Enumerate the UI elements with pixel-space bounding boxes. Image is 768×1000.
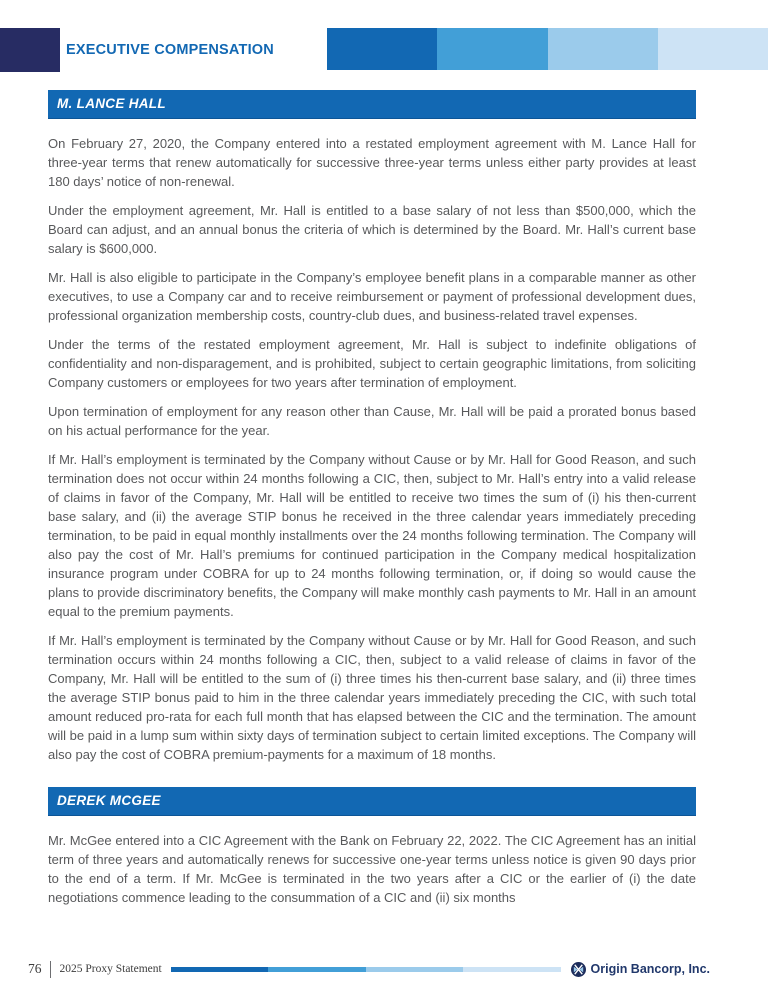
paragraph: Under the terms of the restated employment agreement, Mr. Hall is subject to indefinite obligations of confidentiality and non-disparagement, and is prohibited, subject to certain geographic limitations, from soliciting Company customers or employees for two years after termination of employment. <box>48 337 696 390</box>
header-navy-block <box>0 28 60 72</box>
paragraph: Upon termination of employment for any reason other than Cause, Mr. Hall will be paid a prorated bonus based on his actual performance for the year. <box>48 404 696 438</box>
paragraph: Under the employment agreement, Mr. Hall is entitled to a base salary of not less than $500,000, which the Board can adjust, and an annual bonus the criteria of which is determined by the Board. Mr. Hall’s current base salary is $600,000. <box>48 203 696 256</box>
page-footer <box>28 958 710 980</box>
footer-accent-segment-2 <box>268 967 365 972</box>
footer-accent-segment-3 <box>366 967 463 972</box>
page-number: 76 <box>28 961 42 976</box>
paragraph: On February 27, 2020, the Company entered into a restated employment agreement with M. Lance Hall for three-year terms that renew automatically for successive three-year terms unless either party provides at least 180 days’ notice of non-renewal. <box>48 136 696 189</box>
header-accent-segment-1 <box>327 28 437 70</box>
header-accent-segment-3 <box>548 28 658 70</box>
section-heading-derek-mcgee: DEREK MCGEE <box>48 787 696 816</box>
footer-brand <box>571 962 710 977</box>
paragraph: If Mr. Hall’s employment is terminated by the Company without Cause or by Mr. Hall for Good Reason, and such termination does not occur within 24 months following a CIC, then, subject to Mr. Hall’s entry into a valid release of claims in favor of the Company, Mr. Hall will be entitled to receive two times the sum of (i) his then-current base salary, and (ii) the average STIP bonus he received in the three calendar years immediately preceding termination, to be paid in equal monthly installments over the 24 months following termination. The Company will also pay the cost of Mr. Hall’s premiums for continued participation in the Company medical hospitalization insurance program under COBRA for up to 24 months following termination, or, if doing so would cause the plans to provide discriminatory benefits, the Company will make monthly cash payments to Mr. Hall in an amount equal to the premium payments. <box>48 452 696 619</box>
header-accent-segment-4 <box>658 28 768 70</box>
footer-document-title: 2025 Proxy Statement <box>59 963 162 975</box>
header-accent-bar <box>327 28 768 70</box>
page-content <box>48 90 696 907</box>
paragraph: Mr. McGee entered into a CIC Agreement with the Bank on February 22, 2022. The CIC Agreement has an initial term of three years and automatically renews for successive one-year terms unless notice is given 90 days prior to the end of a term. If Mr. McGee is terminated in the two years after a CIC or the earlier of (i) the date negotiations commence leading to the consummation of a CIC and (ii) six months <box>48 833 696 905</box>
footer-company-name: Origin Bancorp, Inc. <box>590 962 710 976</box>
page-title: EXECUTIVE COMPENSATION <box>66 42 274 58</box>
footer-accent-bar <box>171 967 561 972</box>
section-heading-m-lance-hall: M. LANCE HALL <box>48 90 696 119</box>
origin-bancorp-logo-icon <box>571 962 586 977</box>
footer-divider <box>50 961 51 978</box>
footer-accent-segment-1 <box>171 967 268 972</box>
header-accent-segment-2 <box>437 28 547 70</box>
footer-accent-segment-4 <box>463 967 560 972</box>
paragraph: Mr. Hall is also eligible to participate in the Company’s employee benefit plans in a comparable manner as other executives, to use a Company car and to receive reimbursement or payment of professional development dues, professional organization membership costs, country-club dues, and business-related travel expenses. <box>48 270 696 323</box>
paragraph: If Mr. Hall’s employment is terminated by the Company without Cause or by Mr. Hall for Good Reason, and such termination occurs within 24 months following a CIC, then, subject to a valid release of claims in favor of the Company, Mr. Hall will be entitled to the sum of (i) three times his then-current base salary, and (ii) three times the average STIP bonus paid to him in the three calendar years immediately preceding the CIC, with such total amount reduced pro-rata for each full month that has elapsed between the CIC and the termination. The amount will be paid in a lump sum within sixty days of termination subject to certain limited exceptions. The Company will also pay the cost of COBRA premium-payments for a maximum of 18 months. <box>48 633 696 762</box>
